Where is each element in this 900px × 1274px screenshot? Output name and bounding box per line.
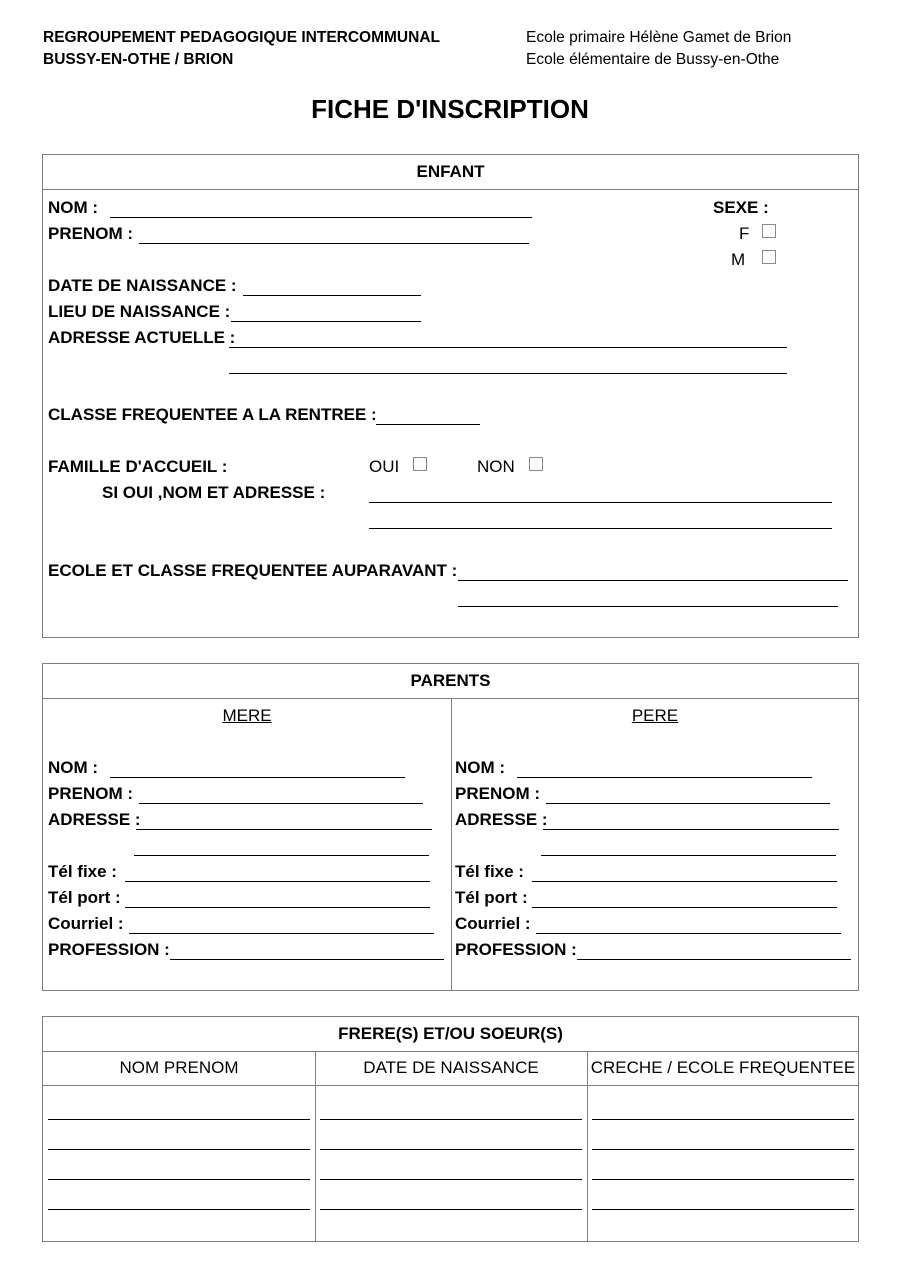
enfant-title: ENFANT [43,155,858,190]
mere-profession-field[interactable] [170,959,444,960]
mere-courriel-label: Courriel : [48,914,124,933]
adresse-field-2[interactable] [229,373,787,374]
sexe-m-checkbox[interactable] [762,250,776,264]
header-left-line2: BUSSY-EN-OTHE / BRION [43,51,234,68]
header-right [526,27,791,71]
row2-nom-field[interactable] [48,1149,310,1150]
famille-field-2[interactable] [369,528,832,529]
freres-section [42,1016,859,1242]
mere-adresse-field-2[interactable] [134,855,429,856]
prenom-field[interactable] [139,243,529,244]
lieu-naissance-label: LIEU DE NAISSANCE : [48,302,231,321]
pere-profession-label: PROFESSION : [455,940,577,959]
pere-tel-fixe-label: Tél fixe : [455,862,524,881]
mere-heading: MERE [222,706,272,725]
col-nom-prenom: NOM PRENOM [119,1058,239,1077]
nom-label: NOM : [48,198,99,217]
row4-nom-field[interactable] [48,1209,310,1210]
row4-date-field[interactable] [320,1209,582,1210]
ecole-label: ECOLE ET CLASSE FREQUENTEE AUPARAVANT : [48,561,458,580]
adresse-label: ADRESSE ACTUELLE : [48,328,236,347]
pere-courriel-field[interactable] [536,933,841,934]
header-right-line1: Ecole primaire Hélène Gamet de Brion [526,29,792,46]
mere-tel-port-field[interactable] [125,907,430,908]
header-right-line2: Ecole élémentaire de Bussy-en-Othe [526,51,780,68]
mere-courriel-field[interactable] [129,933,434,934]
classe-field[interactable] [376,424,480,425]
pere-tel-port-label: Tél port : [455,888,528,907]
freres-header-divider [43,1085,858,1086]
mere-profession-label: PROFESSION : [48,940,170,959]
mere-nom-label: NOM : [48,758,99,777]
pere-adresse-label: ADRESSE : [455,810,548,829]
mere-tel-port-label: Tél port : [48,888,121,907]
mere-prenom-label: PRENOM : [48,784,133,803]
ecole-field-1[interactable] [458,580,848,581]
header-left-line1: REGROUPEMENT PEDAGOGIQUE INTERCOMMUNAL [43,29,440,46]
pere-heading: PERE [631,706,679,725]
mere-tel-fixe-field[interactable] [125,881,430,882]
classe-label: CLASSE FREQUENTEE A LA RENTREE : [48,405,377,424]
parents-divider [451,698,452,990]
sexe-m-label: M [731,250,746,269]
row2-ecole-field[interactable] [592,1149,854,1150]
row1-ecole-field[interactable] [592,1119,854,1120]
mere-nom-field[interactable] [110,777,405,778]
pere-profession-field[interactable] [577,959,851,960]
non-label: NON [477,457,515,476]
page-title: FICHE D'INSCRIPTION [311,94,589,124]
row1-date-field[interactable] [320,1119,582,1120]
sexe-label: SEXE : [713,198,769,217]
pere-nom-field[interactable] [517,777,812,778]
pere-prenom-field[interactable] [546,803,830,804]
col-date-naissance: DATE DE NAISSANCE [363,1058,539,1077]
row4-ecole-field[interactable] [592,1209,854,1210]
pere-tel-port-field[interactable] [532,907,837,908]
pere-tel-fixe-field[interactable] [532,881,837,882]
parents-section [42,663,859,991]
mere-tel-fixe-label: Tél fixe : [48,862,117,881]
prenom-label: PRENOM : [48,224,133,243]
mere-prenom-field[interactable] [139,803,423,804]
pere-prenom-label: PRENOM : [455,784,540,803]
sexe-f-checkbox[interactable] [762,224,776,238]
row3-nom-field[interactable] [48,1179,310,1180]
enfant-section [42,154,859,638]
parents-title: PARENTS [43,664,858,699]
sexe-f-label: F [739,224,750,243]
ecole-field-2[interactable] [458,606,838,607]
pere-nom-label: NOM : [455,758,506,777]
nom-field[interactable] [110,217,532,218]
oui-checkbox[interactable] [413,457,427,471]
row3-ecole-field[interactable] [592,1179,854,1180]
non-checkbox[interactable] [529,457,543,471]
lieu-naissance-field[interactable] [231,321,421,322]
date-naissance-field[interactable] [243,295,421,296]
date-naissance-label: DATE DE NAISSANCE : [48,276,237,295]
famille-field-1[interactable] [369,502,832,503]
pere-adresse-field-1[interactable] [543,829,839,830]
pere-adresse-field-2[interactable] [541,855,836,856]
famille-label: FAMILLE D'ACCUEIL : [48,457,228,476]
header-left [43,27,440,71]
col-creche-ecole: CRECHE / ECOLE FREQUENTEE [590,1058,856,1077]
row3-date-field[interactable] [320,1179,582,1180]
mere-adresse-field-1[interactable] [136,829,432,830]
pere-courriel-label: Courriel : [455,914,531,933]
row2-date-field[interactable] [320,1149,582,1150]
si-oui-label: SI OUI ,NOM ET ADRESSE : [102,483,326,502]
mere-adresse-label: ADRESSE : [48,810,141,829]
freres-title: FRERE(S) ET/OU SOEUR(S) [43,1017,858,1052]
oui-label: OUI [369,457,400,476]
row1-nom-field[interactable] [48,1119,310,1120]
adresse-field-1[interactable] [229,347,787,348]
